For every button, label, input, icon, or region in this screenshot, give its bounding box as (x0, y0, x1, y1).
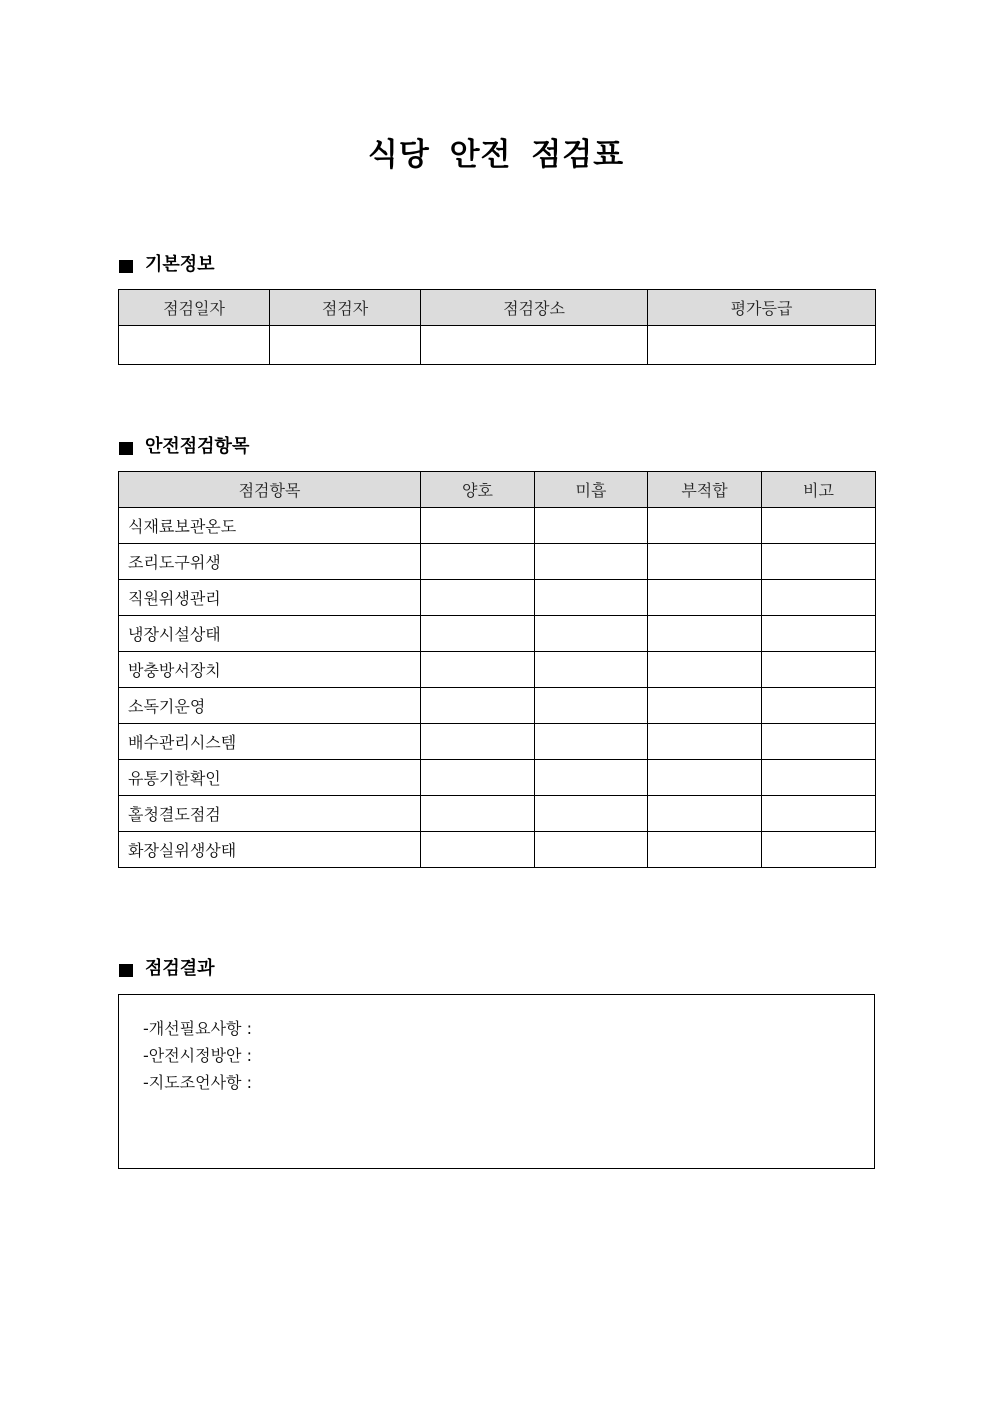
checklist-item-label: 방충방서장치 (119, 652, 421, 688)
remarks-cell[interactable] (762, 616, 876, 652)
checklist-item-label: 유통기한확인 (119, 760, 421, 796)
checklist-item-label: 식재료보관온도 (119, 508, 421, 544)
section-title: 기본정보 (145, 254, 215, 275)
remarks-cell[interactable] (762, 760, 876, 796)
table-row (119, 652, 876, 688)
table-row (119, 580, 876, 616)
column-header-unsuitable: 부적합 (648, 472, 762, 508)
square-bullet-icon (119, 260, 133, 273)
insufficient-cell[interactable] (535, 724, 648, 760)
corrective-measures-line: -안전시정방안 : (143, 1046, 252, 1065)
unsuitable-cell[interactable] (648, 688, 762, 724)
column-header-insufficient: 미흡 (535, 472, 648, 508)
unsuitable-cell[interactable] (648, 760, 762, 796)
results-text-box[interactable] (118, 994, 875, 1169)
insufficient-cell[interactable] (535, 616, 648, 652)
table-row (119, 832, 876, 868)
column-header-item: 점검항목 (119, 472, 421, 508)
good-cell[interactable] (421, 760, 535, 796)
table-row (119, 688, 876, 724)
unsuitable-cell[interactable] (648, 580, 762, 616)
table-row (119, 796, 876, 832)
checklist-table (118, 471, 876, 868)
unsuitable-cell[interactable] (648, 652, 762, 688)
good-cell[interactable] (421, 652, 535, 688)
checklist-item-label: 홀청결도점검 (119, 796, 421, 832)
good-cell[interactable] (421, 544, 535, 580)
good-cell[interactable] (421, 796, 535, 832)
remarks-cell[interactable] (762, 652, 876, 688)
insufficient-cell[interactable] (535, 760, 648, 796)
inspection-date-field[interactable] (119, 326, 270, 365)
checklist-item-label: 냉장시설상태 (119, 616, 421, 652)
good-cell[interactable] (421, 616, 535, 652)
table-row (119, 544, 876, 580)
insufficient-cell[interactable] (535, 796, 648, 832)
unsuitable-cell[interactable] (648, 832, 762, 868)
table-row (119, 326, 876, 365)
guidance-advice-line: -지도조언사항 : (143, 1073, 252, 1092)
table-header-row (119, 290, 876, 326)
column-header-inspector: 점검자 (270, 290, 421, 326)
table-row (119, 724, 876, 760)
inspector-field[interactable] (270, 326, 421, 365)
checklist-item-label: 조리도구위생 (119, 544, 421, 580)
section-heading-results (119, 957, 215, 981)
unsuitable-cell[interactable] (648, 724, 762, 760)
improvement-needed-line: -개선필요사항 : (143, 1019, 252, 1038)
basic-info-table (118, 289, 876, 365)
unsuitable-cell[interactable] (648, 616, 762, 652)
good-cell[interactable] (421, 688, 535, 724)
good-cell[interactable] (421, 508, 535, 544)
table-header-row (119, 472, 876, 508)
insufficient-cell[interactable] (535, 544, 648, 580)
unsuitable-cell[interactable] (648, 544, 762, 580)
checklist-item-label: 직원위생관리 (119, 580, 421, 616)
column-header-grade: 평가등급 (648, 290, 876, 326)
insufficient-cell[interactable] (535, 508, 648, 544)
column-header-inspection-date: 점검일자 (119, 290, 270, 326)
column-header-good: 양호 (421, 472, 535, 508)
remarks-cell[interactable] (762, 544, 876, 580)
square-bullet-icon (119, 442, 133, 455)
remarks-cell[interactable] (762, 508, 876, 544)
checklist-item-label: 배수관리시스템 (119, 724, 421, 760)
good-cell[interactable] (421, 832, 535, 868)
unsuitable-cell[interactable] (648, 796, 762, 832)
grade-field[interactable] (648, 326, 876, 365)
square-bullet-icon (119, 964, 133, 977)
inspection-place-field[interactable] (421, 326, 648, 365)
insufficient-cell[interactable] (535, 832, 648, 868)
section-title: 점검결과 (145, 958, 215, 979)
table-row (119, 760, 876, 796)
remarks-cell[interactable] (762, 580, 876, 616)
column-header-remarks: 비고 (762, 472, 876, 508)
section-title: 안전점검항목 (145, 436, 250, 457)
insufficient-cell[interactable] (535, 652, 648, 688)
unsuitable-cell[interactable] (648, 508, 762, 544)
insufficient-cell[interactable] (535, 580, 648, 616)
remarks-cell[interactable] (762, 688, 876, 724)
column-header-inspection-place: 점검장소 (421, 290, 648, 326)
section-heading-basic-info (119, 253, 215, 277)
section-heading-checklist (119, 435, 249, 459)
remarks-cell[interactable] (762, 796, 876, 832)
remarks-cell[interactable] (762, 832, 876, 868)
checklist-item-label: 화장실위생상태 (119, 832, 421, 868)
good-cell[interactable] (421, 724, 535, 760)
remarks-cell[interactable] (762, 724, 876, 760)
table-row (119, 616, 876, 652)
page-title: 식당 안전 점검표 (367, 137, 625, 173)
table-row (119, 508, 876, 544)
good-cell[interactable] (421, 580, 535, 616)
insufficient-cell[interactable] (535, 688, 648, 724)
checklist-item-label: 소독기운영 (119, 688, 421, 724)
